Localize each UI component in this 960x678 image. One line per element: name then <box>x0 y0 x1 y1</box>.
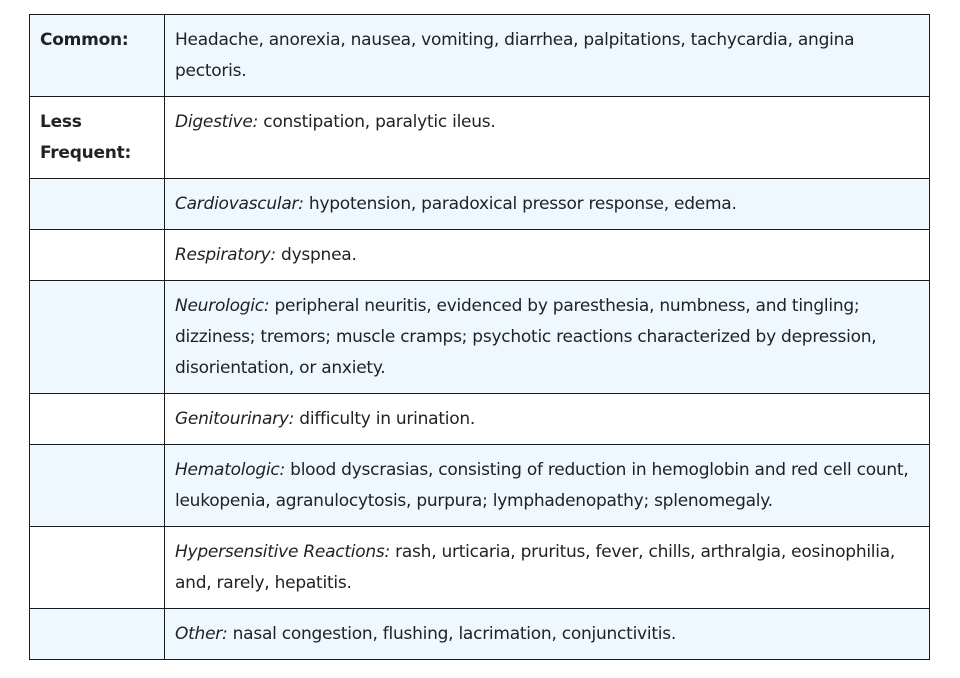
row-description: constipation, paralytic ileus. <box>258 112 496 132</box>
table-row <box>30 281 930 394</box>
row-label-text: Less Frequent: <box>40 112 132 163</box>
row-description: blood dyscrasias, consisting of reduction in hemoglobin and red cell count, leukopenia, agranulocytosis, purpura; lymphadenopathy; splenomegaly. <box>175 460 909 511</box>
category-label: Genitourinary: <box>175 409 295 429</box>
adverse-reactions-table-container <box>29 14 929 660</box>
category-label: Digestive: <box>175 112 259 132</box>
table-row <box>30 609 930 660</box>
category-label: Respiratory: <box>175 245 276 265</box>
row-content <box>165 230 930 281</box>
adverse-reactions-table <box>29 14 930 660</box>
row-content <box>165 97 930 179</box>
row-content <box>165 15 930 97</box>
row-label-empty <box>30 445 165 527</box>
row-label-empty <box>30 281 165 394</box>
row-label-empty <box>30 179 165 230</box>
row-content <box>165 609 930 660</box>
table-row <box>30 15 930 97</box>
row-label-empty <box>30 609 165 660</box>
row-label-empty <box>30 527 165 609</box>
row-label-empty <box>30 394 165 445</box>
category-label: Hematologic: <box>175 460 285 480</box>
table-row <box>30 230 930 281</box>
category-label: Hypersensitive Reactions: <box>175 542 390 562</box>
row-description: Headache, anorexia, nausea, vomiting, diarrhea, palpitations, tachycardia, angina pectoris. <box>175 30 855 81</box>
row-content <box>165 445 930 527</box>
category-label: Cardiovascular: <box>175 194 304 214</box>
row-label-empty <box>30 230 165 281</box>
row-description: rash, urticaria, pruritus, fever, chills, arthralgia, eosinophilia, and, rarely, hepatitis. <box>175 542 896 593</box>
table-row <box>30 394 930 445</box>
table-row <box>30 445 930 527</box>
row-label-common <box>30 15 165 97</box>
row-content <box>165 394 930 445</box>
row-description: nasal congestion, flushing, lacrimation, conjunctivitis. <box>227 624 676 644</box>
row-label-text: Common: <box>40 30 129 50</box>
row-label-less-frequent <box>30 97 165 179</box>
row-content <box>165 281 930 394</box>
table-row <box>30 527 930 609</box>
row-description: peripheral neuritis, evidenced by paresthesia, numbness, and tingling; dizziness; tremors; muscle cramps; psychotic reactions characterized by depression, disorientation, or anxiety. <box>175 296 877 378</box>
table-row <box>30 179 930 230</box>
row-content <box>165 179 930 230</box>
table-row <box>30 97 930 179</box>
row-description: difficulty in urination. <box>294 409 476 429</box>
category-label: Neurologic: <box>175 296 270 316</box>
row-content <box>165 527 930 609</box>
row-description: dyspnea. <box>275 245 357 265</box>
row-description: hypotension, paradoxical pressor response, edema. <box>303 194 737 214</box>
category-label: Other: <box>175 624 228 644</box>
